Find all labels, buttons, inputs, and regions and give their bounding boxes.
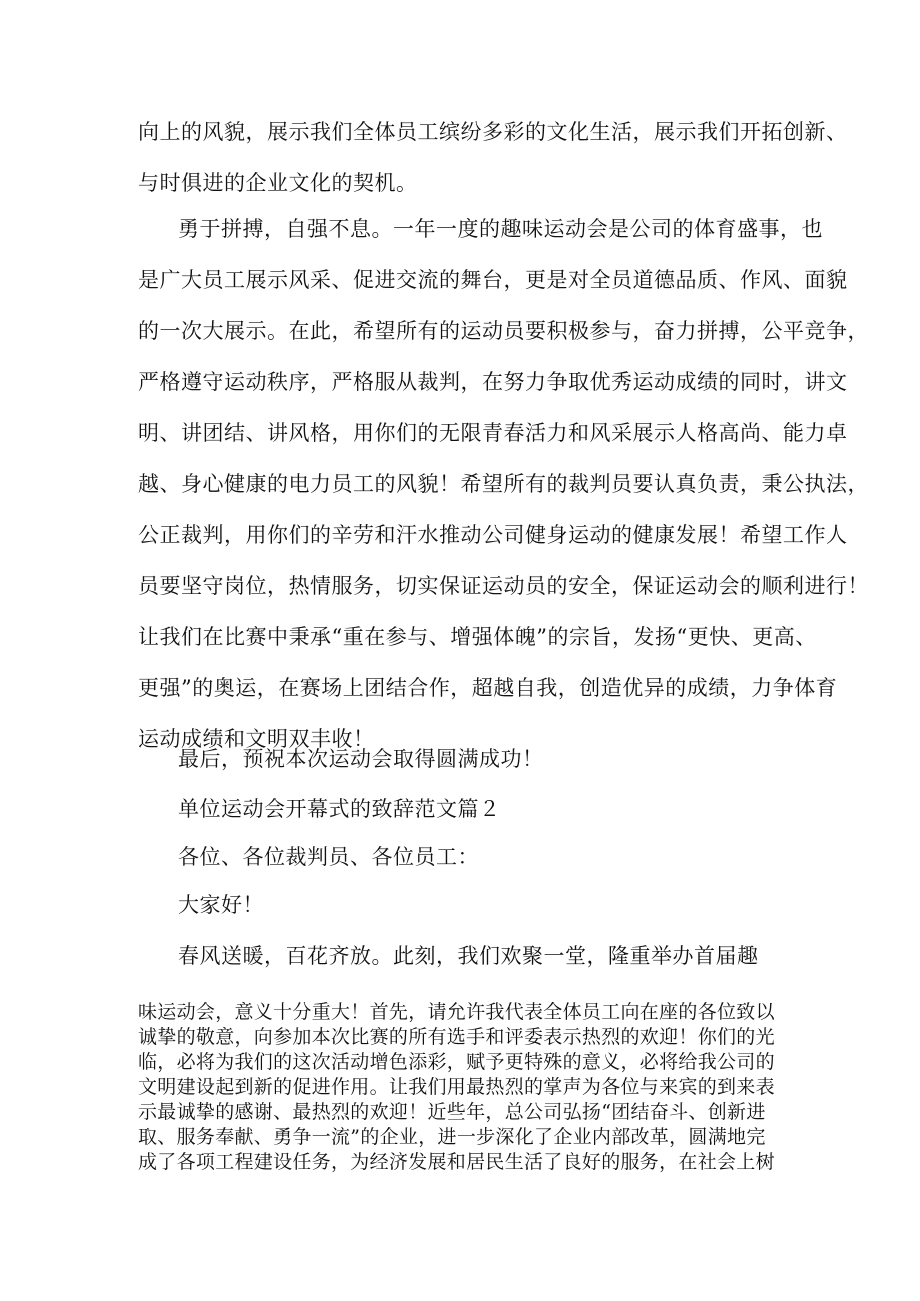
text-line: 诚挚的敬意，向参加本次比赛的所有选手和评委表示热烈的欢迎！你们的光 xyxy=(138,1026,775,1048)
text-line: 向上的风貌，展示我们全体员工缤纷多彩的文化生活，展示我们开拓创新、 xyxy=(138,120,848,144)
paragraph-spring-body xyxy=(138,1000,798,1175)
paragraph-spring-first-line: 春风送暖，百花齐放。此刻，我们欢聚一堂，隆重举办首届趣 xyxy=(178,944,759,968)
paragraph-intro xyxy=(138,107,848,209)
text-line: 更强”的奥运，在赛场上团结合作，超越自我，创造优异的成绩，力争体育 xyxy=(138,676,838,700)
text-line: 成了各项工程建设任务，为经济发展和居民生活了良好的服务，在社会上树 xyxy=(138,1151,775,1173)
text-line: 运动成绩和文明双丰收！ xyxy=(138,727,375,751)
text-line: 取、服务奉献、勇争一流”的企业，进一步深化了企业内部改革，圆满地完 xyxy=(138,1126,766,1148)
text-line: 文明建设起到新的促进作用。让我们用最热烈的掌声为各位与来宾的到来表 xyxy=(138,1076,775,1098)
text-line: 与时俱进的企业文化的契机。 xyxy=(138,171,418,195)
paragraph-appeal xyxy=(138,204,869,765)
text-line: 的一次大展示。在此，希望所有的运动员要积极参与，奋力拼搏，公平竞争， xyxy=(138,319,869,343)
text-line: 越、身心健康的电力员工的风貌！希望所有的裁判员要认真负责，秉公执法， xyxy=(138,472,869,496)
text-line: 是广大员工展示风采、促进交流的舞台，更是对全员道德品质、作风、面貌 xyxy=(138,268,848,292)
text-line: 明、讲团结、讲风格，用你们的无限青春活力和风采展示人格高尚、能力卓 xyxy=(138,421,848,445)
text-line: 临，必将为我们的这次活动增色添彩，赋予更特殊的意义，必将给我公司的 xyxy=(138,1051,775,1073)
text-line: 勇于拼搏，自强不息。一年一度的趣味运动会是公司的体育盛事，也 xyxy=(178,217,823,241)
section-title: 单位运动会开幕式的致辞范文篇２ xyxy=(178,797,501,821)
text-line: 味运动会，意义十分重大！首先，请允许我代表全体员工向在座的各位致以 xyxy=(138,1001,775,1023)
text-line: 让我们在比赛中秉承“重在参与、增强体魄”的宗旨，发扬“更快、更高、 xyxy=(138,625,817,649)
closing-line: 最后，预祝本次运动会取得圆满成功！ xyxy=(178,747,544,771)
text-line: 公正裁判，用你们的辛劳和汗水推动公司健身运动的健康发展！希望工作人 xyxy=(138,523,848,547)
greeting: 大家好！ xyxy=(178,893,264,917)
text-line: 员要坚守岗位，热情服务，切实保证运动员的安全，保证运动会的顺利进行！ xyxy=(138,574,869,598)
text-line: 严格遵守运动秩序，严格服从裁判，在努力争取优秀运动成绩的同时，讲文 xyxy=(138,370,848,394)
text-line: 示最诚挚的感谢、最热烈的欢迎！近些年，总公司弘扬“团结奋斗、创新进 xyxy=(138,1101,766,1123)
salutation: 各位、各位裁判员、各位员工： xyxy=(178,845,479,869)
